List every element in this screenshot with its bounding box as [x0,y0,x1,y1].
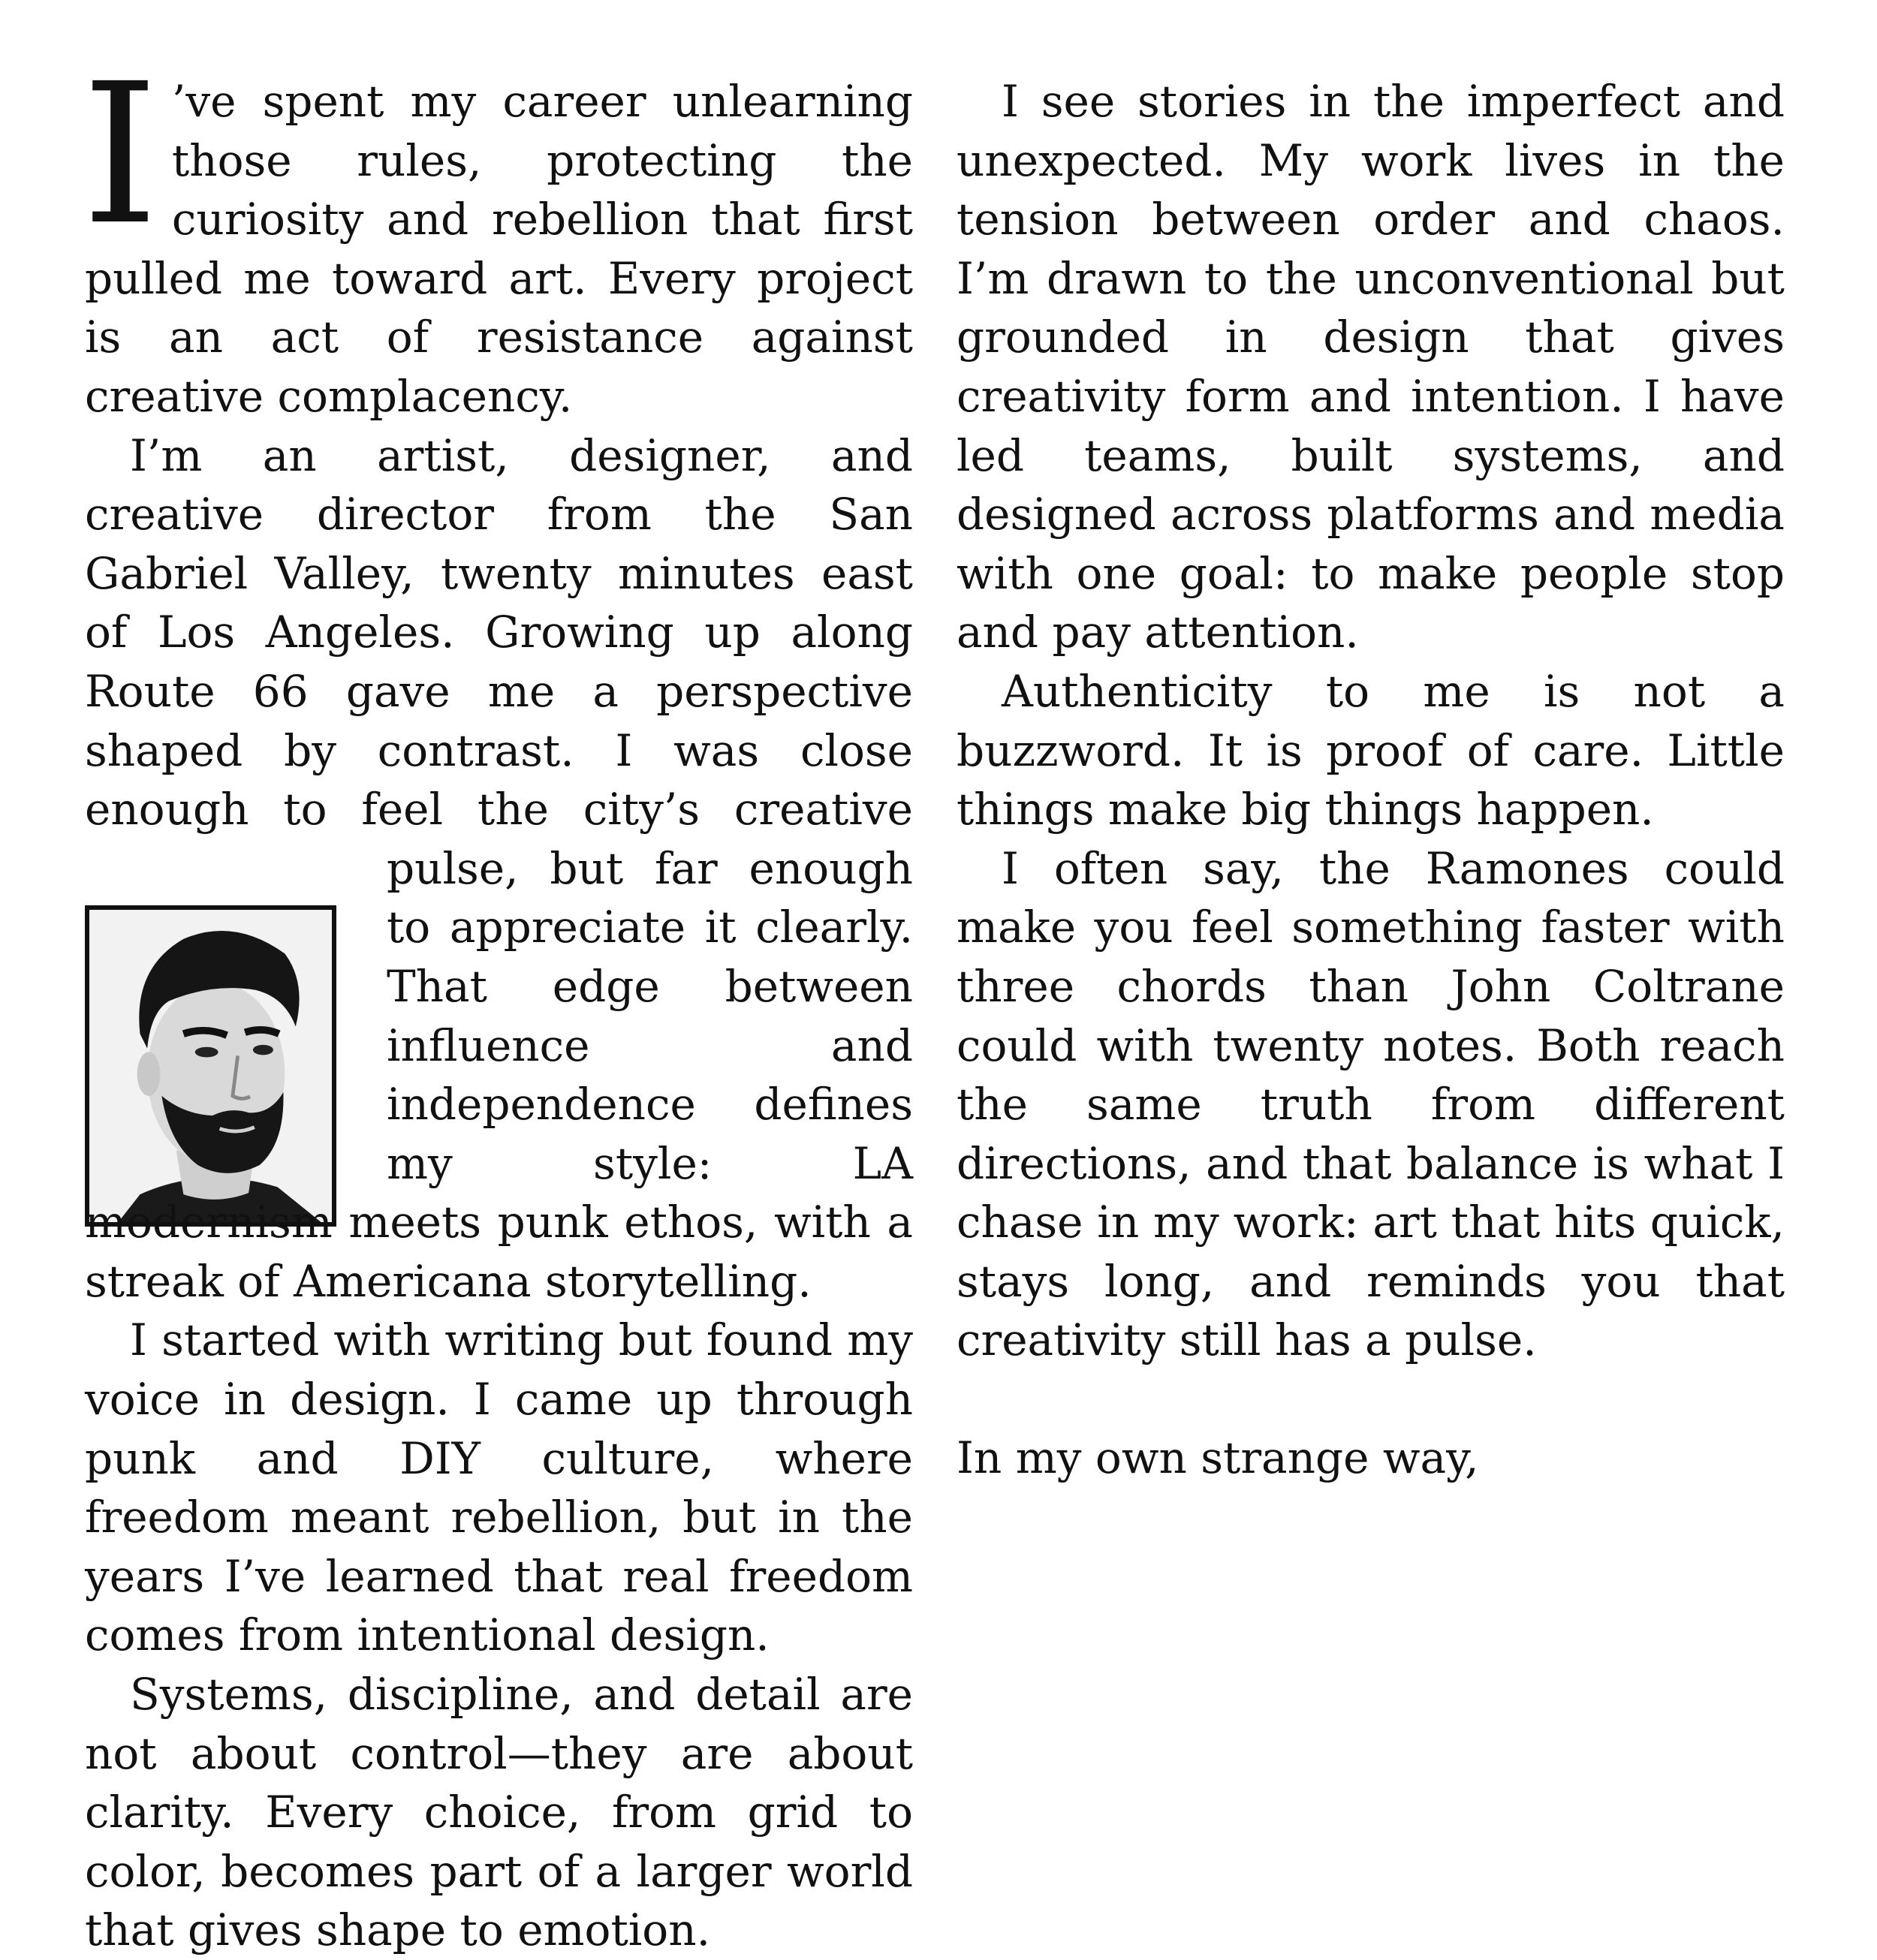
signoff: In my own strange way, [957,1432,1479,1484]
author-portrait-icon [85,905,336,1227]
paragraph-stories: I see stories in the imperfect and unexpected. My work lives in the tension between order and chaos. I’m drawn to the unconventional but grounded in design that gives creativity form and intention. I have led teams, built systems, and designed across platforms and media with one goal: to make people stop and pay attention. [957,76,1785,658]
paragraph-writing: I started with writing but found my voice in design. I came up through punk and DIY culture, where freedom meant rebellion, but in the years I’ve learned that real freedom comes from intentional design. [85,1314,913,1661]
paragraph-origin [85,426,913,1311]
left-column [82,42,913,1960]
origin-text: I’m an artist, designer, and creative director from the San Gabriel Valley, twenty minutes east of Los Angeles. Growing up along Route 66 gave me a perspective shaped by contrast. I was close enough to feel the city’s creative pulse, but far enough to appreciate it clearly. That edge between influence and independence defines my style: LA modernism meets punk ethos, with a streak of Americana storytelling. [85,429,913,1307]
paragraph-ramones: I often say, the Ramones could make you feel something faster with three chords than John Coltrane could with twenty notes. Both reach the same truth from different directions, and that balance is what I chase in my work: art that hits quick, stays long, and reminds you that creativity still has a pulse. [957,842,1785,1366]
paragraph-intro [82,42,913,426]
portrait-illustration [89,910,332,1222]
paragraph-authenticity: Authenticity to me is not a buzzword. It is proof of care. Little things make big things happen. [957,665,1785,835]
right-column [957,72,1785,1488]
portrait-frame [85,862,387,1157]
intro-text: ’ve spent my career unlearning those rules, protecting the curiosity and rebellion that first pulled me toward art. Every project is an act of resistance against creative complacency. [85,76,913,422]
drop-cap: I [82,42,158,267]
paragraph-systems: Systems, discipline, and detail are not about control—they are about clarity. Every choice, from grid to color, becomes part of a larger world that gives shape to emotion. [85,1669,913,1956]
